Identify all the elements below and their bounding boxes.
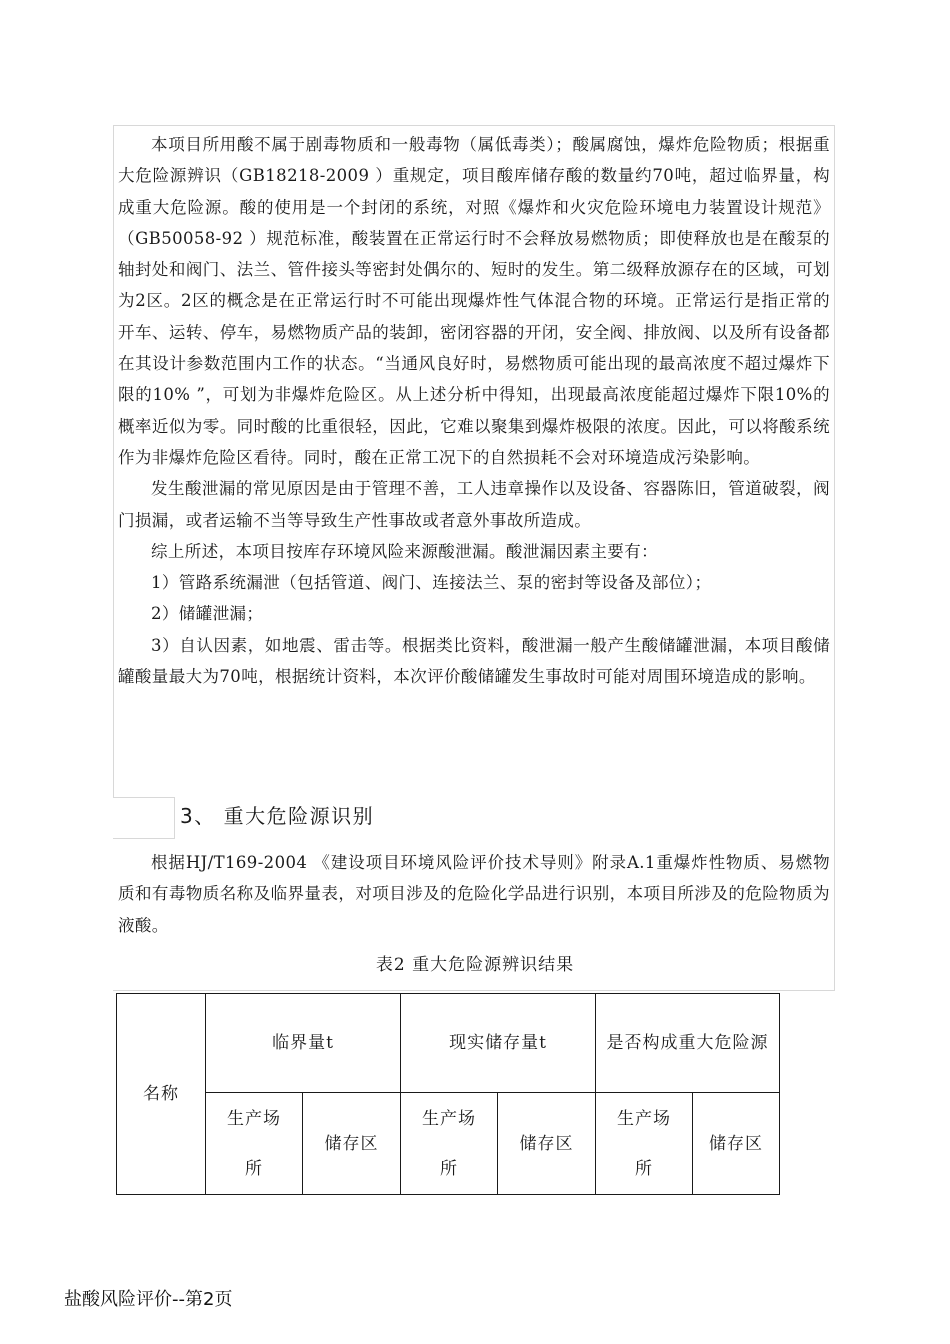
header-is-major-hazard: 是否构成重大危险源 <box>596 994 780 1093</box>
body-text <box>118 129 830 692</box>
section-heading: 3、 重大危险源识别 <box>180 804 375 828</box>
subheader-production-site: 生产场所 <box>401 1093 498 1195</box>
subheader-production-site: 生产场所 <box>206 1093 303 1195</box>
list-item: 2）储罐泄漏； <box>151 604 264 624</box>
hazard-identification-table <box>116 993 780 1195</box>
header-name: 名称 <box>117 994 206 1195</box>
subheader-production-site: 生产场所 <box>596 1093 693 1195</box>
list-item: 3）自认因素，如地震、雷击等。根据类比资料，酸泄漏一般产生酸储罐泄漏，本项目酸储罐酸量最大为70吨，根据统计资料，本次评价酸储罐发生事故时可能对周围环境造成的影响。 <box>118 635 830 687</box>
table-caption: 表2 重大危险源辨识结果 <box>375 955 575 975</box>
header-actual-storage: 现实储存量t <box>401 994 596 1093</box>
header-critical-quantity: 临界量t <box>206 994 401 1093</box>
content-frame-left-border <box>113 125 114 797</box>
subheader-storage-area: 储存区 <box>303 1093 401 1195</box>
section-text <box>118 847 830 941</box>
list-item: 1）管路系统漏泄（包括管道、阀门、连接法兰、泵的密封等设备及部位）； <box>151 573 712 593</box>
page-footer: 盐酸风险评价--第2页 <box>64 1289 233 1310</box>
paragraph: 本项目所用酸不属于剧毒物质和一般毒物（属低毒类）；酸属腐蚀，爆炸危险物质；根据重大危险源辨识（GB18218-2009 ）重规定，项目酸库储存酸的数量约70吨，超过临界量，构成重大危险源。酸的使用是一个封闭的系统，对照《爆炸和火灾危险环境电力装置设计规范》（GB50058-92 ）规范标准，酸装置在正常运行时不会释放易燃物质；即使释放也是在酸泵的轴封处和阀门、法兰、管件接头等密封处偶尔的、短时的发生。第二级释放源存在的区域，可划为2区。2区的概念是在正常运行时不可能出现爆炸性气体混合物的环境。正常运行是指正常的开车、运转、停车，易燃物质产品的装卸，密闭容器的开闭，安全阀、排放阀、以及所有设备都在其设计参数范围内工作的状态。“当通风良好时，易燃物质可能出现的最高浓度不超过爆炸下限的10% ”，可划为非爆炸危险区。从上述分析中得知，出现最高浓度能超过爆炸下限10%的概率近似为零。同时酸的比重很轻，因此，它难以聚集到爆炸极限的浓度。因此，可以将酸系统作为非爆炸危险区看待。同时，酸在正常工况下的自然损耗不会对环境造成污染影响。 <box>118 135 830 467</box>
paragraph: 发生酸泄漏的常见原因是由于管理不善，工人违章操作以及设备、容器陈旧，管道破裂，阀门损漏，或者运输不当等导致生产性事故或者意外事故所造成。 <box>118 479 830 530</box>
paragraph: 根据HJ/T169-2004 《建设项目环境风险评价技术导则》附录A.1重爆炸性物质、易燃物质和有毒物质名称及临界量表，对项目涉及的危险化学品进行识别，本项目所涉及的危险物质为液酸。 <box>118 853 830 935</box>
heading-box <box>113 797 175 839</box>
subheader-storage-area: 储存区 <box>498 1093 596 1195</box>
paragraph: 综上所述，本项目按库存环境风险来源酸泄漏。酸泄漏因素主要有： <box>151 541 658 561</box>
subheader-storage-area: 储存区 <box>693 1093 780 1195</box>
